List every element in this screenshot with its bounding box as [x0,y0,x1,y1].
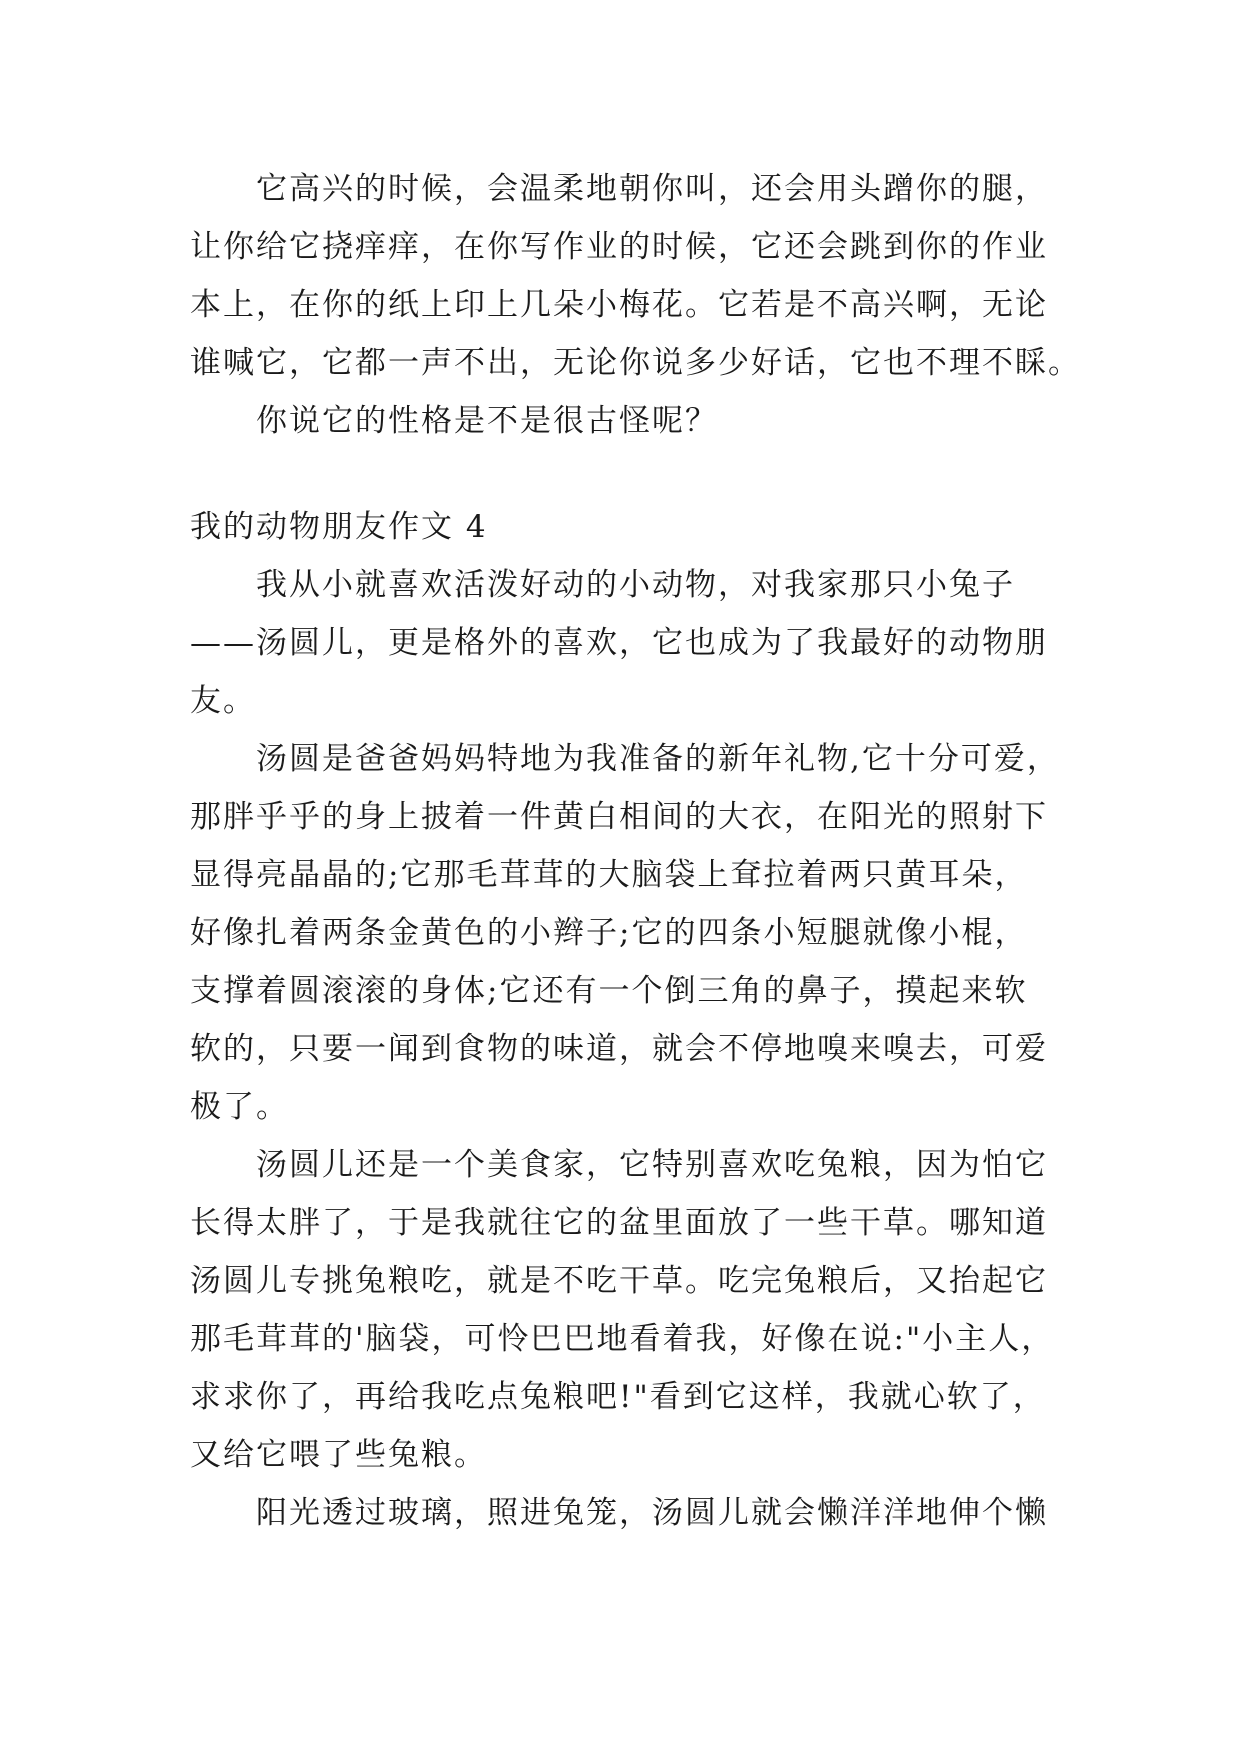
paragraph [190,1136,1070,1484]
text-line: 那毛茸茸的'脑袋，可怜巴巴地看着我，好像在说:"小主人， [190,1321,1055,1357]
text-line: 友。 [190,683,256,719]
text-line: 求求你了，再给我吃点兔粮吧!"看到它这样，我就心软了， [190,1379,1046,1415]
section-spacer [190,450,1070,498]
text-line: 本上，在你的纸上印上几朵小梅花。它若是不高兴啊，无论 [190,287,1048,323]
text-line: 长得太胖了，于是我就往它的盆里面放了一些干草。哪知道 [190,1205,1048,1241]
text-line: 它高兴的时候，会温柔地朝你叫，还会用头蹭你的腿， [256,171,1048,207]
text-line: 谁喊它，它都一声不出，无论你说多少好话，它也不理不睬。 [190,345,1081,381]
text-line: 汤圆儿还是一个美食家，它特别喜欢吃兔粮，因为怕它 [256,1147,1048,1183]
text-line: 阳光透过玻璃，照进兔笼，汤圆儿就会懒洋洋地伸个懒 [256,1495,1048,1531]
text-line: 又给它喂了些兔粮。 [190,1437,487,1473]
text-line: 你说它的性格是不是很古怪呢？ [256,403,718,439]
text-line: 极了。 [190,1089,289,1125]
paragraph [190,392,1070,450]
paragraph [190,730,1070,1136]
document-body [190,160,1081,1542]
text-line: 让你给它挠痒痒，在你写作业的时候，它还会跳到你的作业 [190,229,1048,265]
paragraph [190,556,1070,730]
text-line: 汤圆是爸爸妈妈特地为我准备的新年礼物,它十分可爱， [256,741,1060,777]
text-line: 我从小就喜欢活泼好动的小动物，对我家那只小兔子 [256,567,1015,603]
section-heading: 我的动物朋友作文 4 [190,509,488,545]
text-line: 好像扎着两条金黄色的小辫子;它的四条小短腿就像小棍， [190,915,1028,951]
text-line: ——汤圆儿，更是格外的喜欢，它也成为了我最好的动物朋 [190,625,1048,661]
paragraph [190,1484,1070,1542]
paragraph [190,160,1081,392]
text-line: 显得亮晶晶的;它那毛茸茸的大脑袋上耷拉着两只黄耳朵， [190,857,1028,893]
text-line: 软的，只要一闻到食物的味道，就会不停地嗅来嗅去，可爱 [190,1031,1048,1067]
text-line: 支撑着圆滚滚的身体;它还有一个倒三角的鼻子，摸起来软 [190,973,1028,1009]
text-line: 汤圆儿专挑兔粮吃，就是不吃干草。吃完兔粮后，又抬起它 [190,1263,1048,1299]
text-line: 那胖乎乎的身上披着一件黄白相间的大衣，在阳光的照射下 [190,799,1048,835]
